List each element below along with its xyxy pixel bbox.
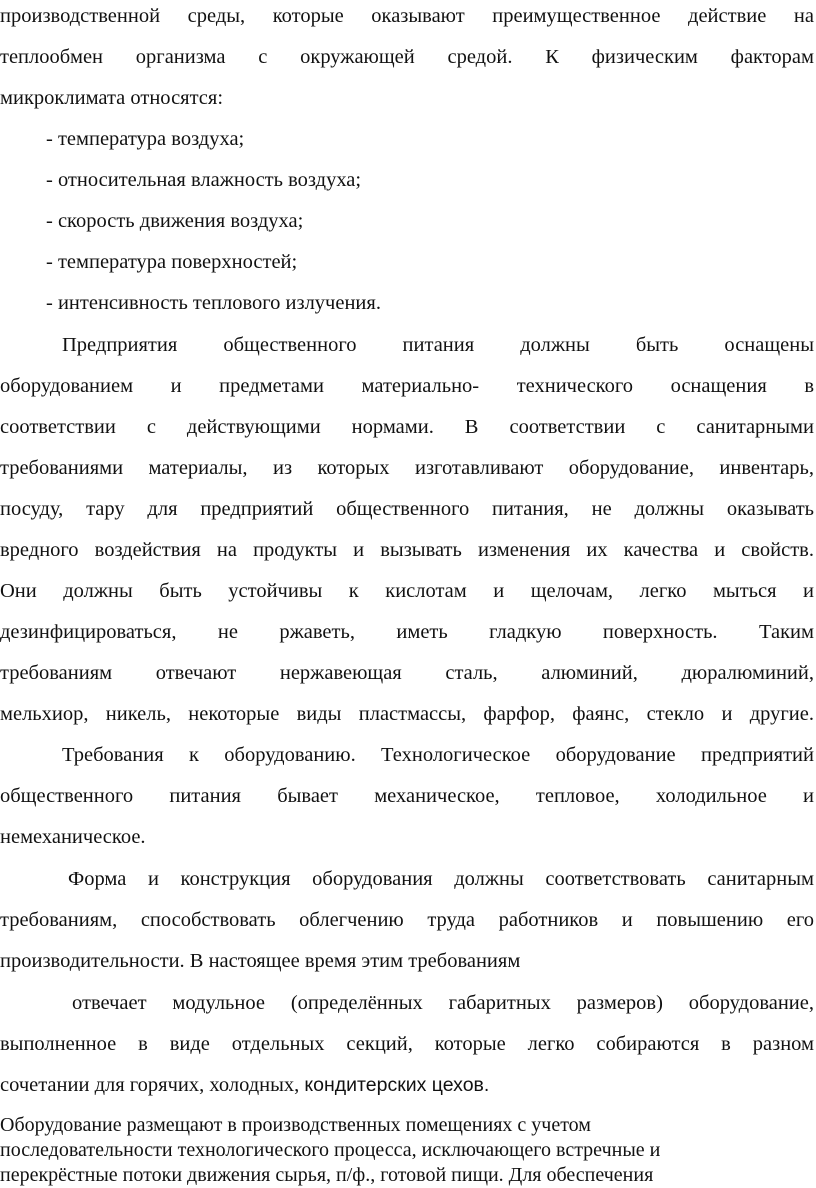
paragraph-line: Они должны быть устойчивы к кислотам и щелочам, легко мыться и bbox=[0, 580, 814, 602]
paragraph-line: Предприятия общественного питания должны быть оснащены bbox=[62, 334, 814, 356]
text-line: микроклимата относятся: bbox=[0, 87, 224, 109]
list-item: - интенсивность теплового излучения. bbox=[46, 292, 381, 314]
list-item: - относительная влажность воздуха; bbox=[46, 169, 362, 191]
paragraph-line: Требования к оборудованию. Технологическое оборудование предприятий bbox=[62, 744, 814, 766]
text-line: теплообмен организма с окружающей средой. К физическим факторам bbox=[0, 46, 814, 68]
paragraph-line: мельхиор, никель, некоторые виды пластмассы, фарфор, фаянс, стекло и другие. bbox=[0, 703, 814, 725]
paragraph-line: последовательности технологического процесса, исключающего встречные и bbox=[0, 1139, 661, 1161]
list-item: - температура воздуха; bbox=[46, 128, 245, 150]
paragraph-line: вредного воздействия на продукты и вызывать изменения их качества и свойств. bbox=[0, 539, 814, 561]
paragraph-line: Форма и конструкция оборудования должны соответствовать санитарным bbox=[68, 868, 814, 890]
list-item: - скорость движения воздуха; bbox=[46, 210, 304, 232]
paragraph-line: производительности. В настоящее время этим требованиям bbox=[0, 950, 521, 972]
paragraph-line: Оборудование размещают в производственных помещениях с учетом bbox=[0, 1114, 591, 1136]
paragraph-line: требованиями материалы, из которых изготавливают оборудование, инвентарь, bbox=[0, 457, 814, 479]
paragraph-line: общественного питания бывает механическое, тепловое, холодильное и bbox=[0, 785, 814, 807]
paragraph-line: перекрёстные потоки движения сырья, п/ф., готовой пищи. Для обеспечения bbox=[0, 1164, 654, 1186]
paragraph-line: требованиям, способствовать облегчению труда работников и повышению его bbox=[0, 909, 814, 931]
paragraph-line: посуду, тару для предприятий общественного питания, не должны оказывать bbox=[0, 498, 814, 520]
paragraph-line: требованиям отвечают нержавеющая сталь, алюминий, дюралюминий, bbox=[0, 662, 814, 684]
paragraph-line: дезинфицироваться, не ржаветь, иметь гладкую поверхность. Таким bbox=[0, 621, 814, 643]
paragraph-line: оборудованием и предметами материально- технического оснащения в bbox=[0, 375, 814, 397]
paragraph-line: выполненное в виде отдельных секций, которые легко собираются в разном bbox=[0, 1033, 814, 1055]
paragraph-line bbox=[0, 1075, 489, 1096]
paragraph-text: сочетании для горячих, холодных, bbox=[0, 1074, 305, 1096]
paragraph-line: немеханическое. bbox=[0, 826, 146, 848]
list-item: - температура поверхностей; bbox=[46, 251, 298, 273]
paragraph-line: отвечает модульное (определённых габаритных размеров) оборудование, bbox=[72, 992, 814, 1014]
text-line: производственной среды, которые оказывают преимущественное действие на bbox=[0, 5, 814, 27]
paragraph-text: кондитерских цехов. bbox=[304, 1074, 490, 1096]
paragraph-line: соответствии с действующими нормами. В соответствии с санитарными bbox=[0, 416, 814, 438]
